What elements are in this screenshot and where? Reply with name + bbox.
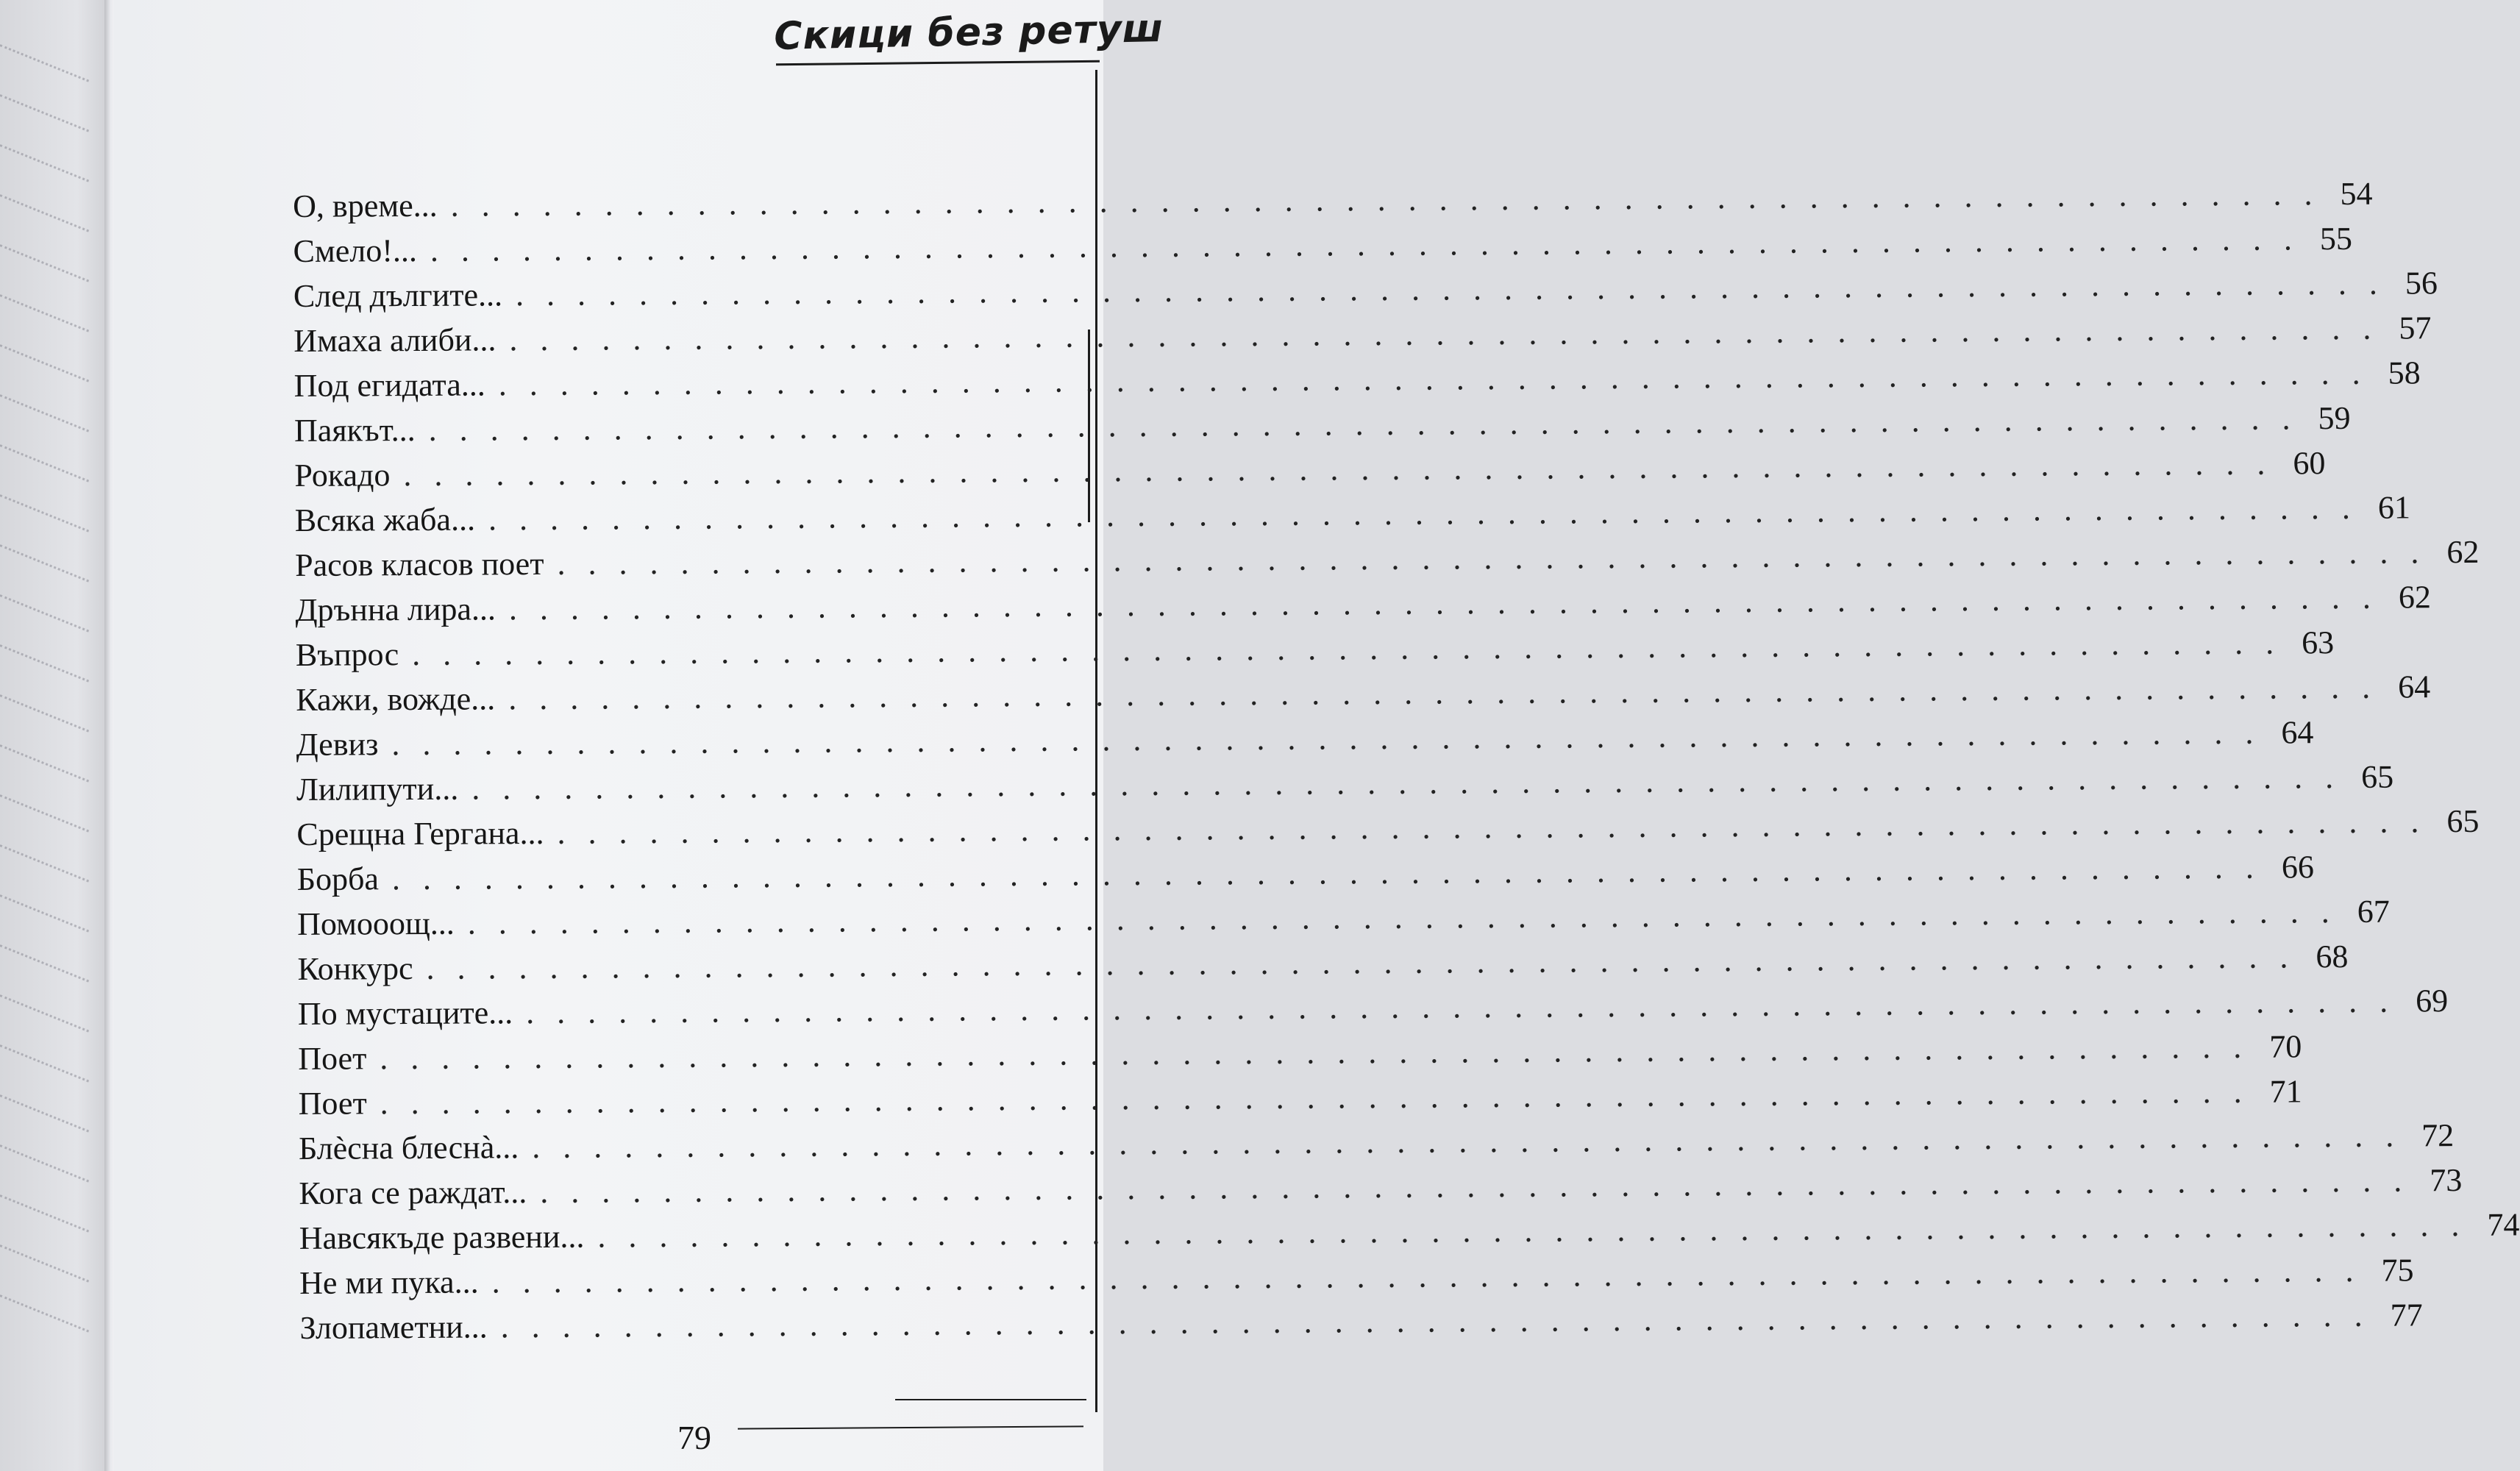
facing-page-dot-leader <box>0 544 89 582</box>
facing-page-dot-leader <box>0 194 89 232</box>
toc-entry-page: 69 <box>2415 983 2449 1019</box>
toc-entry-page: 77 <box>2390 1297 2423 1333</box>
facing-page-dot-leader <box>0 344 89 382</box>
toc-entry-title: Злопаметни... <box>299 1308 488 1346</box>
toc-entry-title: О, време... <box>293 187 438 224</box>
facing-page-dot-leader <box>0 1094 89 1132</box>
running-head: Скици без ретуш <box>773 6 1164 59</box>
toc-entry <box>296 714 2314 767</box>
toc-entry-page: 59 <box>2318 399 2351 437</box>
toc-entry-page: 67 <box>2357 893 2390 930</box>
facing-page-dot-leader <box>0 594 89 632</box>
toc-entry-title: Под егидата... <box>293 366 485 404</box>
footer-rule-upper <box>895 1399 1086 1400</box>
toc-entry-title: Расов класов поет <box>295 545 544 583</box>
toc-entry <box>299 1206 2520 1261</box>
toc-entry-page: 71 <box>2269 1073 2302 1110</box>
facing-page-dot-leader <box>0 44 89 82</box>
toc-entry-title: Блѐсна блеснà... <box>298 1129 519 1167</box>
facing-page-dot-leader <box>0 494 89 532</box>
toc-entry-title: Кажи, вожде... <box>296 680 496 718</box>
facing-page <box>0 0 110 1471</box>
toc-entry-page: 68 <box>2316 938 2349 975</box>
toc-entry <box>296 758 2394 812</box>
toc-entry-page: 66 <box>2281 849 2315 886</box>
toc-entry-page: 64 <box>2281 714 2314 751</box>
toc-entry-title: Поет <box>298 1040 367 1077</box>
toc-entry-page: 62 <box>2398 579 2432 616</box>
toc-entry-page: 75 <box>2381 1252 2414 1289</box>
book-gutter <box>104 0 115 1471</box>
toc-entry <box>298 1117 2455 1171</box>
toc-entry-page: 63 <box>2301 624 2335 661</box>
facing-page-dot-leader <box>0 1244 89 1282</box>
toc-entry-page: 54 <box>2340 175 2373 212</box>
toc-entry-page: 57 <box>2399 310 2432 346</box>
toc-entry-title: Паякът... <box>293 411 416 449</box>
toc-entry <box>295 533 2480 588</box>
toc-entry <box>296 802 2480 857</box>
toc-entry-title: Помооощ... <box>296 905 455 942</box>
toc-entry <box>294 445 2326 498</box>
toc-entry <box>299 1252 2414 1306</box>
facing-page-dot-leader <box>0 444 89 482</box>
toc-entry-page: 72 <box>2421 1117 2455 1154</box>
toc-entry <box>299 1297 2423 1350</box>
facing-page-dot-leader <box>0 94 89 132</box>
toc-entry <box>295 579 2432 633</box>
toc-entry-title: Въпрос <box>295 636 399 673</box>
toc-entry <box>293 355 2421 408</box>
table-of-contents <box>293 175 2520 1350</box>
facing-page-dot-leader <box>0 1044 89 1082</box>
toc-entry <box>297 938 2349 991</box>
toc-entry-page: 55 <box>2319 220 2352 257</box>
facing-page-dot-leader <box>0 394 89 432</box>
toc-entry <box>296 893 2390 947</box>
toc-entry <box>299 1162 2463 1216</box>
toc-entry <box>296 669 2431 722</box>
toc-entry <box>293 175 2373 229</box>
facing-page-dot-leader <box>0 1144 89 1182</box>
head-rule <box>776 60 1100 66</box>
toc-entry-title: Имаха алиби... <box>293 321 496 359</box>
toc-entry-page: 61 <box>2377 489 2411 526</box>
facing-page-dot-leader <box>0 1294 89 1332</box>
facing-page-dot-leader <box>0 744 89 782</box>
toc-entry-title: Лилипути... <box>296 770 459 808</box>
toc-entry-title: Дрънна лира... <box>295 591 496 628</box>
toc-entry-title: Борба <box>296 861 380 897</box>
facing-page-dot-leader <box>0 644 89 682</box>
toc-entry <box>295 624 2335 677</box>
toc-entry-page: 58 <box>2388 355 2421 391</box>
toc-entry <box>293 220 2352 274</box>
toc-entry-title: Всяка жаба... <box>294 501 476 538</box>
facing-page-dot-leader <box>0 144 89 182</box>
facing-page-dot-leader <box>0 794 89 832</box>
toc-entry-page: 74 <box>2487 1206 2520 1243</box>
toc-entry-title: Срещна Гергана... <box>296 814 544 852</box>
toc-entry <box>296 849 2315 902</box>
toc-entry-title: Девиз <box>296 726 379 763</box>
facing-page-dot-leader <box>0 694 89 732</box>
footer-rule-lower <box>738 1425 1083 1429</box>
toc-entry-page: 64 <box>2398 669 2431 705</box>
toc-entry-page: 73 <box>2430 1162 2463 1199</box>
facing-page-dot-leader <box>0 244 89 282</box>
toc-entry-title: Кога се раждат... <box>299 1174 527 1211</box>
facing-page-dot-leader <box>0 994 89 1032</box>
book-page <box>114 0 2520 1471</box>
toc-entry-title: Поет <box>298 1085 367 1122</box>
toc-entry-page: 60 <box>2293 445 2326 482</box>
toc-entry-page: 56 <box>2405 265 2438 302</box>
toc-entry-page: 62 <box>2446 533 2480 571</box>
toc-entry-title: Рокадо <box>294 457 391 494</box>
facing-page-dot-leader <box>0 844 89 882</box>
toc-entry-title: Не ми пука... <box>299 1264 479 1301</box>
facing-page-dot-leader <box>0 294 89 332</box>
toc-entry <box>293 310 2432 363</box>
toc-entry <box>297 983 2449 1036</box>
toc-entry-page: 65 <box>2446 802 2480 840</box>
facing-page-dot-leader <box>0 894 89 932</box>
toc-entry <box>293 265 2438 318</box>
toc-entry-title: По мустаците... <box>297 994 513 1032</box>
toc-entry-title: Навсякъде развени... <box>299 1218 585 1256</box>
toc-entry <box>293 399 2351 453</box>
toc-entry-title: Смело!... <box>293 232 418 269</box>
facing-page-dot-leader <box>0 1194 89 1232</box>
toc-entry-title: След дългите... <box>293 277 503 314</box>
toc-entry-page: 70 <box>2269 1028 2302 1065</box>
facing-page-dot-leader <box>0 944 89 982</box>
toc-entry <box>294 489 2411 543</box>
page-number: 79 <box>677 1419 711 1456</box>
toc-entry <box>298 1073 2302 1126</box>
toc-entry-page: 65 <box>2361 758 2394 795</box>
toc-entry <box>298 1028 2302 1081</box>
toc-entry-title: Конкурс <box>297 950 413 987</box>
